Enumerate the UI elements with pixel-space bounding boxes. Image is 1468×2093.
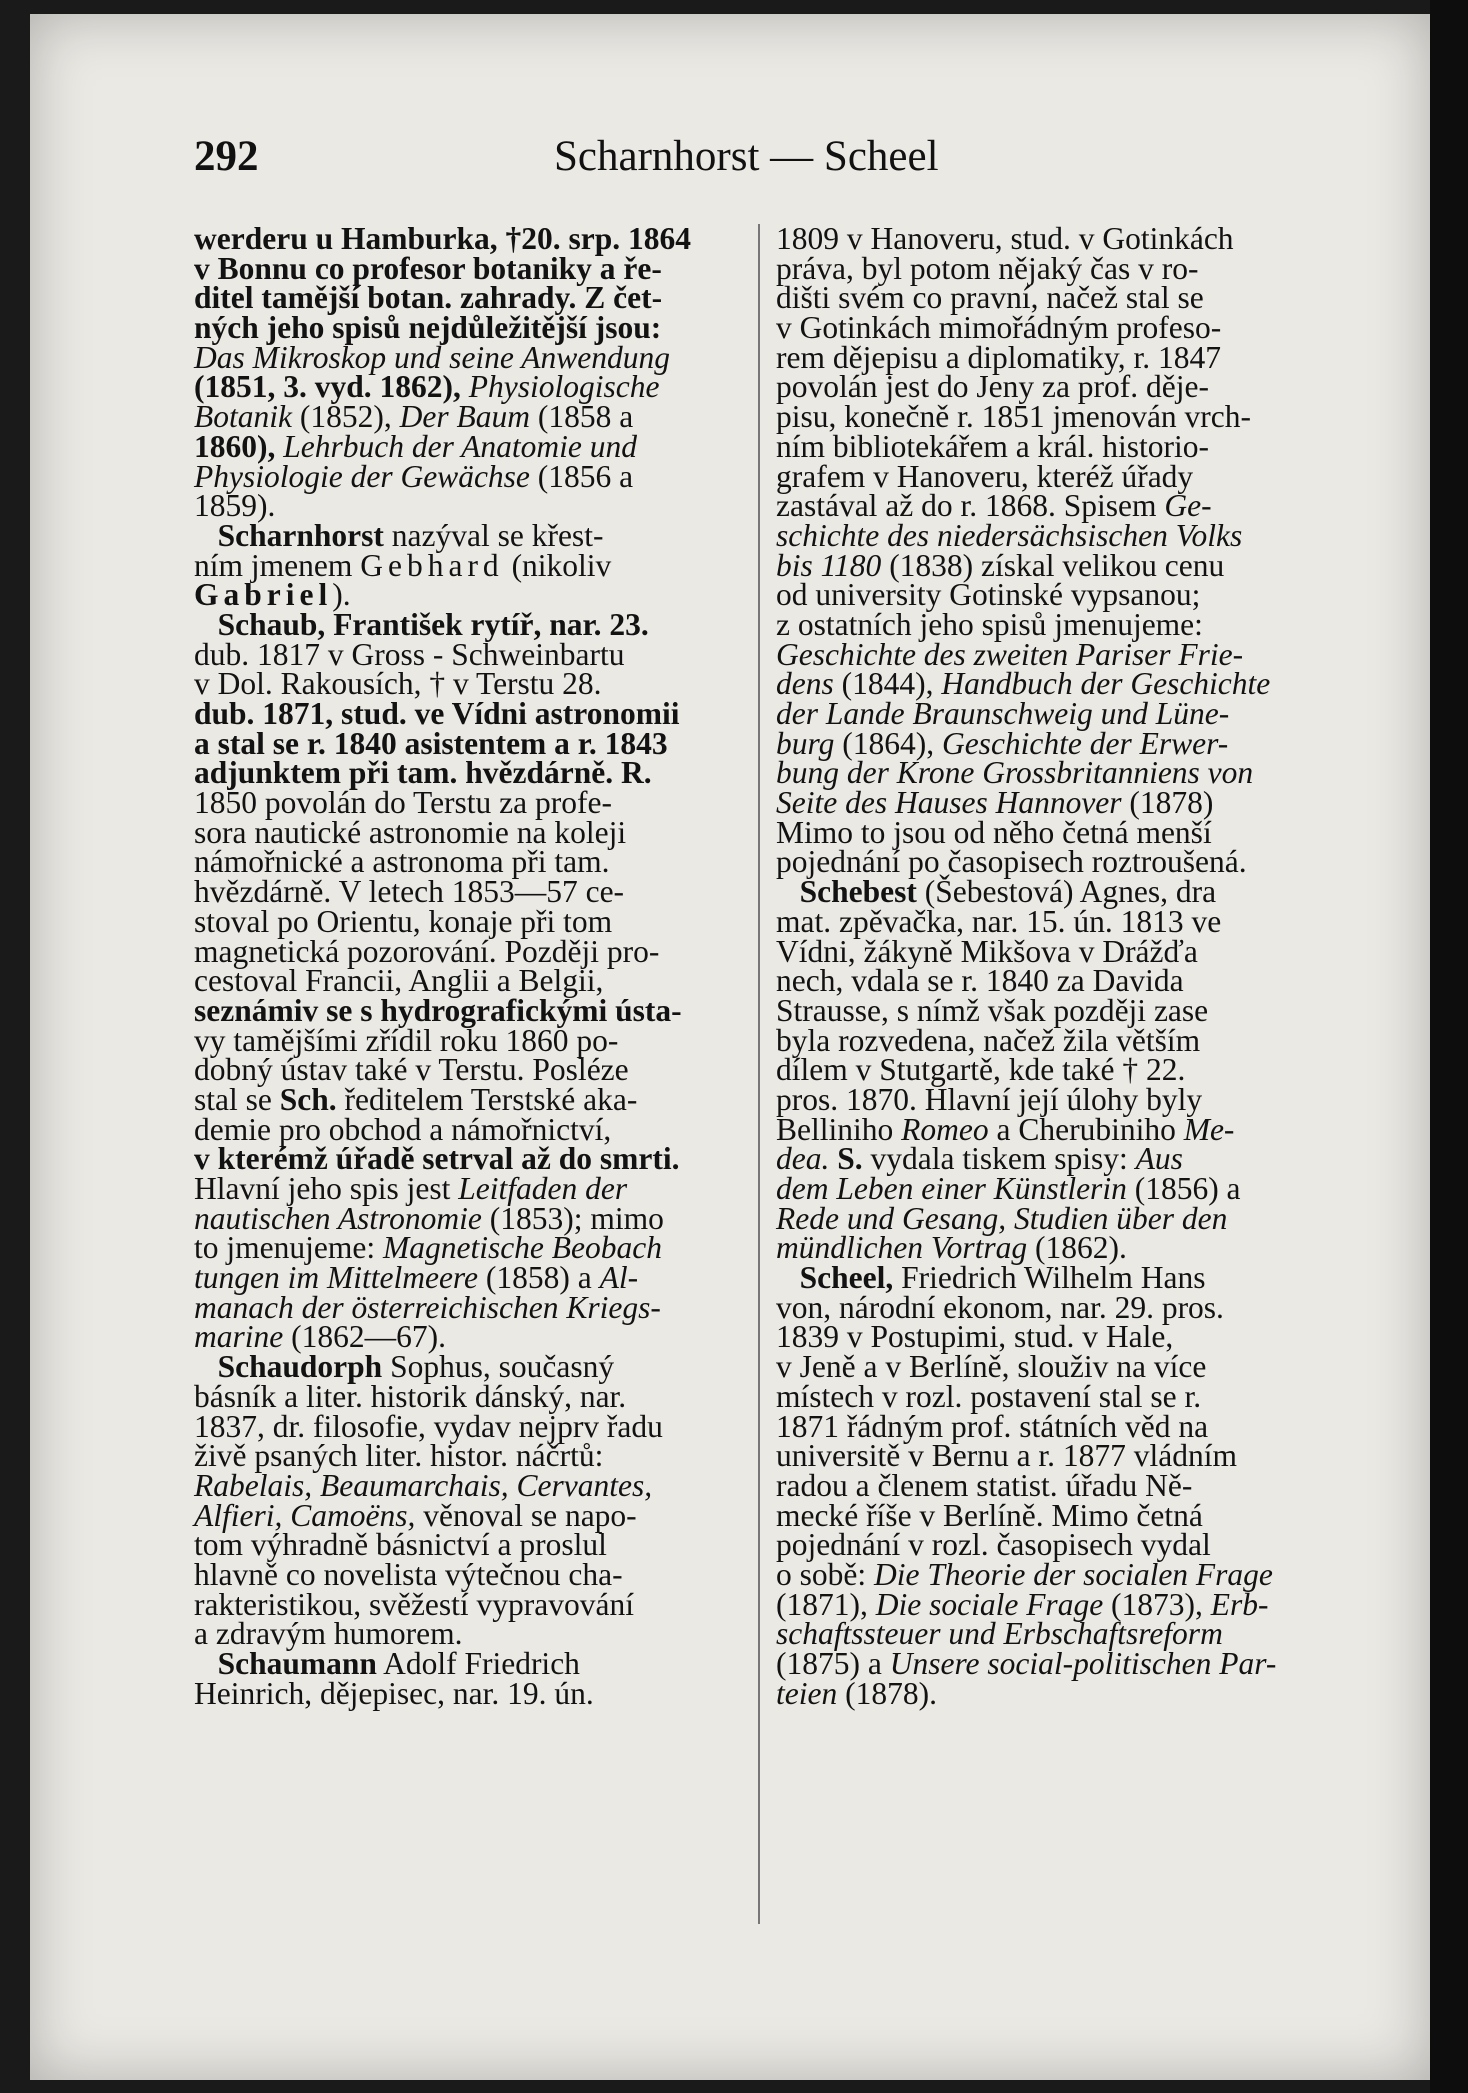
text-line [776, 606, 1306, 642]
text-run: ). [332, 577, 351, 613]
text-run: Adolf Friedrich [376, 1646, 580, 1681]
text-line [776, 933, 1306, 969]
text-run: Sophus, současný [382, 1349, 615, 1385]
text-line [776, 1230, 1306, 1266]
text-run: a Cherubiniho [988, 1111, 1184, 1147]
text-run: 1871 řádným prof. státních věd na [776, 1408, 1209, 1444]
text-run: vydala tiskem spisy: [862, 1141, 1136, 1177]
text-run: Scheel, [776, 1260, 894, 1296]
text-run: Physiologische [468, 369, 660, 405]
text-line [776, 1616, 1306, 1652]
text-run: Friedrich Wilhelm Hans [893, 1260, 1206, 1296]
text-line [776, 1646, 1306, 1681]
text-run: (1858 a [529, 399, 634, 435]
text-run: (1878) [1121, 785, 1214, 821]
text-run: pojednání v rozl. časopisech vydal [776, 1527, 1211, 1563]
text-run: magnetická pozorování. Později pro- [194, 933, 660, 969]
text-run: ditel tamější botan. zahrady. Z čet- [194, 280, 663, 316]
text-line [776, 785, 1306, 821]
text-line [194, 1141, 742, 1177]
text-line [776, 874, 1306, 910]
text-line [776, 755, 1306, 791]
text-run: v Gotinkách mimořádným profeso- [776, 310, 1222, 346]
text-run: od university Gotinské vypsanou; [776, 577, 1201, 613]
text-line [776, 992, 1306, 1028]
text-line [194, 636, 742, 672]
text-run: hvězdárně. V letech 1853—57 ce- [194, 874, 625, 910]
text-run: (1851, 3. vyd. 1862), [194, 369, 469, 405]
text-run: (1871), [776, 1586, 876, 1622]
text-run: (1862—67). [283, 1319, 446, 1355]
text-run: rakteristikou, svěžestí vypravování [194, 1586, 635, 1622]
text-run: (1873), [1103, 1586, 1211, 1622]
text-run: (1838) získal velikou cenu [881, 547, 1225, 583]
text-line [194, 1260, 742, 1296]
text-run: von, národní ekonom, nar. 29. pros. [776, 1289, 1224, 1325]
text-line [194, 428, 742, 464]
text-run: (1852), [291, 399, 400, 435]
text-line [194, 1230, 742, 1266]
text-run: námořnické a astronoma při tam. [194, 844, 610, 880]
text-line [194, 1171, 742, 1206]
text-line [776, 1319, 1306, 1355]
text-run: mat. zpěvačka, nar. 15. ún. 1813 ve [776, 903, 1222, 939]
text-run: v Dol. Rakousích, † v Terstu 28. [194, 666, 602, 702]
column-divider [758, 224, 760, 1924]
text-line [194, 250, 742, 286]
text-line [776, 696, 1306, 731]
text-line [776, 1111, 1306, 1147]
text-run: Lehrbuch der Anatomie und [283, 428, 638, 464]
text-run: pros. 1870. Hlavní její úlohy byly [776, 1081, 1203, 1117]
text-run: (nikoliv [503, 547, 612, 583]
text-run: Sch. [279, 1081, 337, 1117]
text-line [194, 1289, 742, 1325]
text-run: povolán jest do Jeny za prof. děje- [776, 369, 1209, 405]
scan-edge [1430, 0, 1468, 2093]
text-line [776, 1497, 1306, 1533]
text-line [776, 666, 1306, 702]
text-line [194, 1081, 742, 1117]
text-line [194, 1556, 742, 1592]
text-run: Alfieri, Camoëns, [194, 1497, 416, 1533]
text-line [194, 1052, 742, 1088]
text-line [194, 1022, 742, 1058]
text-line [194, 1200, 742, 1236]
text-line [194, 280, 742, 316]
text-run: Mimo to jsou od něho četná menší [776, 814, 1212, 850]
text-line [194, 1408, 742, 1444]
text-run: ním bibliotekářem a král. historio- [776, 428, 1210, 464]
text-line [776, 310, 1306, 346]
text-line [776, 577, 1306, 613]
text-run: vy tamějšími zřídil roku 1860 po- [194, 1022, 619, 1058]
text-line [776, 1052, 1306, 1088]
text-run: Heinrich, dějepisec, nar. 19. ún. [194, 1675, 594, 1711]
text-run: Botanik [194, 399, 292, 435]
text-line [194, 1675, 742, 1711]
text-line [194, 933, 742, 969]
text-run: byla rozvedena, načež žila větším [776, 1022, 1201, 1058]
text-run: burg [776, 725, 835, 761]
text-run: Seite des Hauses Hannover [776, 785, 1122, 821]
text-run: František rytíř, nar. 23. [333, 606, 649, 642]
text-run: Magnetische Beobach [382, 1230, 662, 1266]
text-line [194, 339, 742, 375]
text-run: bung der Krone Grossbritanniens von [776, 755, 1254, 791]
text-run: věnoval se napo- [415, 1497, 637, 1533]
text-run: Das Mikroskop und seine Anwendung [194, 339, 670, 375]
page-number: 292 [194, 133, 259, 180]
text-run: o sobě: [776, 1556, 874, 1592]
text-line [194, 606, 742, 642]
text-run: živě psaných liter. histor. náčrtů: [194, 1438, 604, 1474]
text-run: Die Theorie der socialen Frage [874, 1556, 1273, 1592]
text-run: Scharnhorst [194, 517, 384, 553]
text-line [776, 1260, 1306, 1296]
text-line [194, 1438, 742, 1474]
text-run: manach der österreichischen Kriegs- [194, 1289, 661, 1325]
text-run: 1860), [194, 428, 284, 464]
text-run: Me- [1183, 1111, 1235, 1147]
text-run: universitě v Bernu a r. 1877 vládním [776, 1438, 1238, 1474]
text-run: mecké říše v Berlíně. Mimo četná [776, 1497, 1203, 1533]
text-line [194, 517, 742, 553]
text-line [776, 1527, 1306, 1563]
text-line [194, 577, 742, 613]
page-header [194, 132, 974, 192]
text-run: stoval po Orientu, konaje při tom [194, 903, 613, 939]
text-run: Al- [599, 1260, 639, 1296]
text-line [194, 369, 742, 405]
text-run: v Bonnu co profesor botaniky a ře- [194, 250, 662, 286]
text-line [194, 1497, 742, 1533]
text-line [776, 250, 1306, 286]
text-line [194, 1467, 742, 1503]
text-line [194, 903, 742, 939]
text-run: Aus [1135, 1141, 1183, 1177]
text-line [194, 1319, 742, 1355]
text-line [776, 1467, 1306, 1503]
text-run: v kterémž úřadě setrval až do smrti. [194, 1141, 680, 1177]
text-line [194, 1378, 742, 1414]
text-line [776, 547, 1306, 583]
text-run: (1858) a [478, 1260, 600, 1296]
text-line [194, 458, 742, 494]
text-run: rem dějepisu a diplomatiky, r. 1847 [776, 339, 1221, 375]
text-run: básník a liter. historik dánský, nar. [194, 1378, 627, 1414]
text-run: (Šebestová) Agnes, dra [916, 874, 1217, 910]
text-line [194, 1646, 742, 1681]
text-run: ním jmenem [194, 547, 361, 583]
text-line [776, 458, 1306, 494]
text-run: S. [837, 1141, 863, 1177]
text-run: dens [776, 666, 834, 702]
text-run: Schaudorph [194, 1349, 383, 1385]
text-run: Geschichte des zweiten Pariser Frie- [776, 636, 1244, 672]
text-line [194, 963, 742, 999]
text-run: místech v rozl. postavení stal se r. [776, 1378, 1202, 1414]
text-run: v Jeně a v Berlíně, slouživ na více [776, 1349, 1207, 1385]
text-run: dub. 1871, stud. ve Vídni astronomii [194, 696, 680, 731]
text-run: Schaub, [194, 606, 334, 642]
text-run: zastával až do r. 1868. Spisem [776, 488, 1165, 524]
text-run: Unsere social-politischen Par- [889, 1646, 1277, 1681]
text-line [776, 1556, 1306, 1592]
text-line [194, 992, 742, 1028]
text-run: Handbuch der Geschichte [941, 666, 1271, 702]
text-line [776, 488, 1306, 524]
text-line [194, 696, 742, 731]
text-run: 1839 v Postupimi, stud. v Hale, [776, 1319, 1174, 1355]
text-line [194, 1616, 742, 1652]
text-line [776, 1408, 1306, 1444]
text-run: schaftssteuer und Erbschaftsreform [776, 1616, 1223, 1652]
text-run: (1875) a [776, 1646, 890, 1681]
text-line [194, 1586, 742, 1622]
text-line [194, 844, 742, 880]
text-run: Erb- [1210, 1586, 1269, 1622]
text-line [776, 1349, 1306, 1385]
text-line [194, 755, 742, 791]
text-run: mündlichen Vortrag [776, 1230, 1028, 1266]
text-run: Vídni, žákyně Mikšova v Drážďa [776, 933, 1198, 969]
text-line [194, 666, 742, 702]
text-line [776, 280, 1306, 316]
text-run: stal se [194, 1081, 280, 1117]
text-line [776, 428, 1306, 464]
text-run: Der Baum [399, 399, 530, 435]
text-run: a stal se r. 1840 asistentem a r. 1843 [194, 725, 668, 761]
text-run: 1859). [194, 488, 276, 524]
text-run: (1853); mimo [481, 1200, 664, 1236]
text-run: schichte des niedersächsischen Volks [776, 517, 1243, 553]
text-run: radou a členem statist. úřadu Ně- [776, 1467, 1193, 1503]
text-run: Ge- [1164, 488, 1212, 524]
text-run: 1809 v Hanoveru, stud. v Gotinkách [776, 221, 1234, 256]
text-line [194, 1349, 742, 1385]
text-run: Romeo [901, 1111, 989, 1147]
text-line [776, 725, 1306, 761]
text-run: Belliniho [776, 1111, 902, 1147]
text-line [194, 221, 742, 256]
text-run: tungen im Mittelmeere [194, 1260, 478, 1296]
text-run: dišti svém co pravní, načež stal se [776, 280, 1204, 316]
text-run: z ostatních jeho spisů jmenujeme: [776, 606, 1203, 642]
text-run: teien [776, 1675, 838, 1711]
text-run: práva, byl potom nějaký čas v ro- [776, 250, 1199, 286]
text-line [776, 1141, 1306, 1177]
text-run: bis 1180 [776, 547, 882, 583]
text-run: grafem v Hanoveru, kteréž úřady [776, 458, 1194, 494]
text-run: Strausse, s nímž však později zase [776, 992, 1209, 1028]
text-run: (1862). [1027, 1230, 1127, 1266]
text-run: Rede und Gesang, Studien über den [776, 1200, 1228, 1236]
text-run: pisu, konečně r. 1851 jmenován vrch- [776, 399, 1252, 435]
text-run: demie pro obchod a námořnictví, [194, 1111, 612, 1147]
text-run: marine [194, 1319, 284, 1355]
text-line [776, 339, 1306, 375]
text-run: nech, vdala se r. 1840 za Davida [776, 963, 1184, 999]
text-run: Gabriel [194, 577, 333, 613]
text-run: Geschichte der Erwer- [941, 725, 1229, 761]
text-line [776, 369, 1306, 405]
text-run: 1837, dr. filosofie, vydav nejprv řadu [194, 1408, 663, 1444]
text-line [194, 1527, 742, 1563]
text-run: a zdravým humorem. [194, 1616, 463, 1652]
text-line [776, 221, 1306, 256]
text-run: tom výhradně básnictví a proslul [194, 1527, 607, 1563]
text-run: Die sociale Frage [875, 1586, 1104, 1622]
right-column [776, 221, 1306, 1711]
text-run: dílem v Stutgartě, kde také † 22. [776, 1052, 1186, 1088]
text-run: ředitelem Terstské aka- [336, 1081, 638, 1117]
text-run: cestoval Francii, Anglii a Belgii, [194, 963, 604, 999]
text-run: dem Leben einer Künstlerin [776, 1171, 1127, 1206]
text-run: hlavně co novelista výtečnou cha- [194, 1556, 623, 1592]
text-line [776, 1171, 1306, 1206]
text-line [194, 488, 742, 524]
text-run: Schaumann [194, 1646, 377, 1681]
text-run: dea. [776, 1141, 830, 1177]
text-line [776, 903, 1306, 939]
text-run: dub. 1817 v Gross - Schweinbartu [194, 636, 625, 672]
text-line [194, 874, 742, 910]
text-run: ných jeho spisů nejdůležitější jsou: [194, 310, 662, 346]
text-run: adjunktem při tam. hvězdárně. R. [194, 755, 652, 791]
text-line [776, 1675, 1306, 1711]
text-line [194, 1111, 742, 1147]
text-line [776, 844, 1306, 880]
text-run: nautischen Astronomie [194, 1200, 482, 1236]
text-run: Gebhard [360, 547, 504, 583]
text-run: (1878). [837, 1675, 937, 1711]
text-run: nazýval se křest- [383, 517, 604, 553]
text-line [776, 1200, 1306, 1236]
text-line [776, 1438, 1306, 1474]
text-run: der Lande Braunschweig und Lüne- [776, 696, 1230, 731]
text-line [194, 547, 742, 583]
text-line [194, 310, 742, 346]
text-run: Hlavní jeho spis jest [194, 1171, 459, 1206]
text-line [194, 785, 742, 821]
left-column [194, 221, 742, 1711]
text-line [776, 1378, 1306, 1414]
text-line [776, 636, 1306, 672]
text-line [776, 1586, 1306, 1622]
text-line [776, 1289, 1306, 1325]
text-line [776, 399, 1306, 435]
text-run: dobný ústav také v Terstu. Posléze [194, 1052, 629, 1088]
text-run: to jmenujeme: [194, 1230, 383, 1266]
running-head: Scharnhorst — Scheel [554, 133, 939, 180]
text-run: Leitfaden der [458, 1171, 628, 1206]
text-run: pojednání po časopisech roztroušená. [776, 844, 1247, 880]
text-run: (1856 a [529, 458, 634, 494]
text-line [776, 1022, 1306, 1058]
text-run: (1864), [834, 725, 942, 761]
text-run: seznámiv se s hydrografickými ústa- [194, 992, 682, 1028]
text-line [776, 814, 1306, 850]
text-line [194, 725, 742, 761]
text-run: Physiologie der Gewächse [194, 458, 530, 494]
text-run: Rabelais, Beaumarchais, Cervantes, [194, 1467, 653, 1503]
text-run: (1856) a [1126, 1171, 1241, 1206]
text-run: 1850 povolán do Terstu za profe- [194, 785, 612, 821]
text-run: Schebest [776, 874, 917, 910]
text-line [194, 399, 742, 435]
text-run: werderu u Hamburka, †20. srp. 1864 [194, 221, 692, 256]
text-line [776, 1081, 1306, 1117]
text-line [194, 814, 742, 850]
text-run: (1844), [833, 666, 942, 702]
text-line [776, 963, 1306, 999]
text-run: sora nautické astronomie na koleji [194, 814, 627, 850]
text-line [776, 517, 1306, 553]
